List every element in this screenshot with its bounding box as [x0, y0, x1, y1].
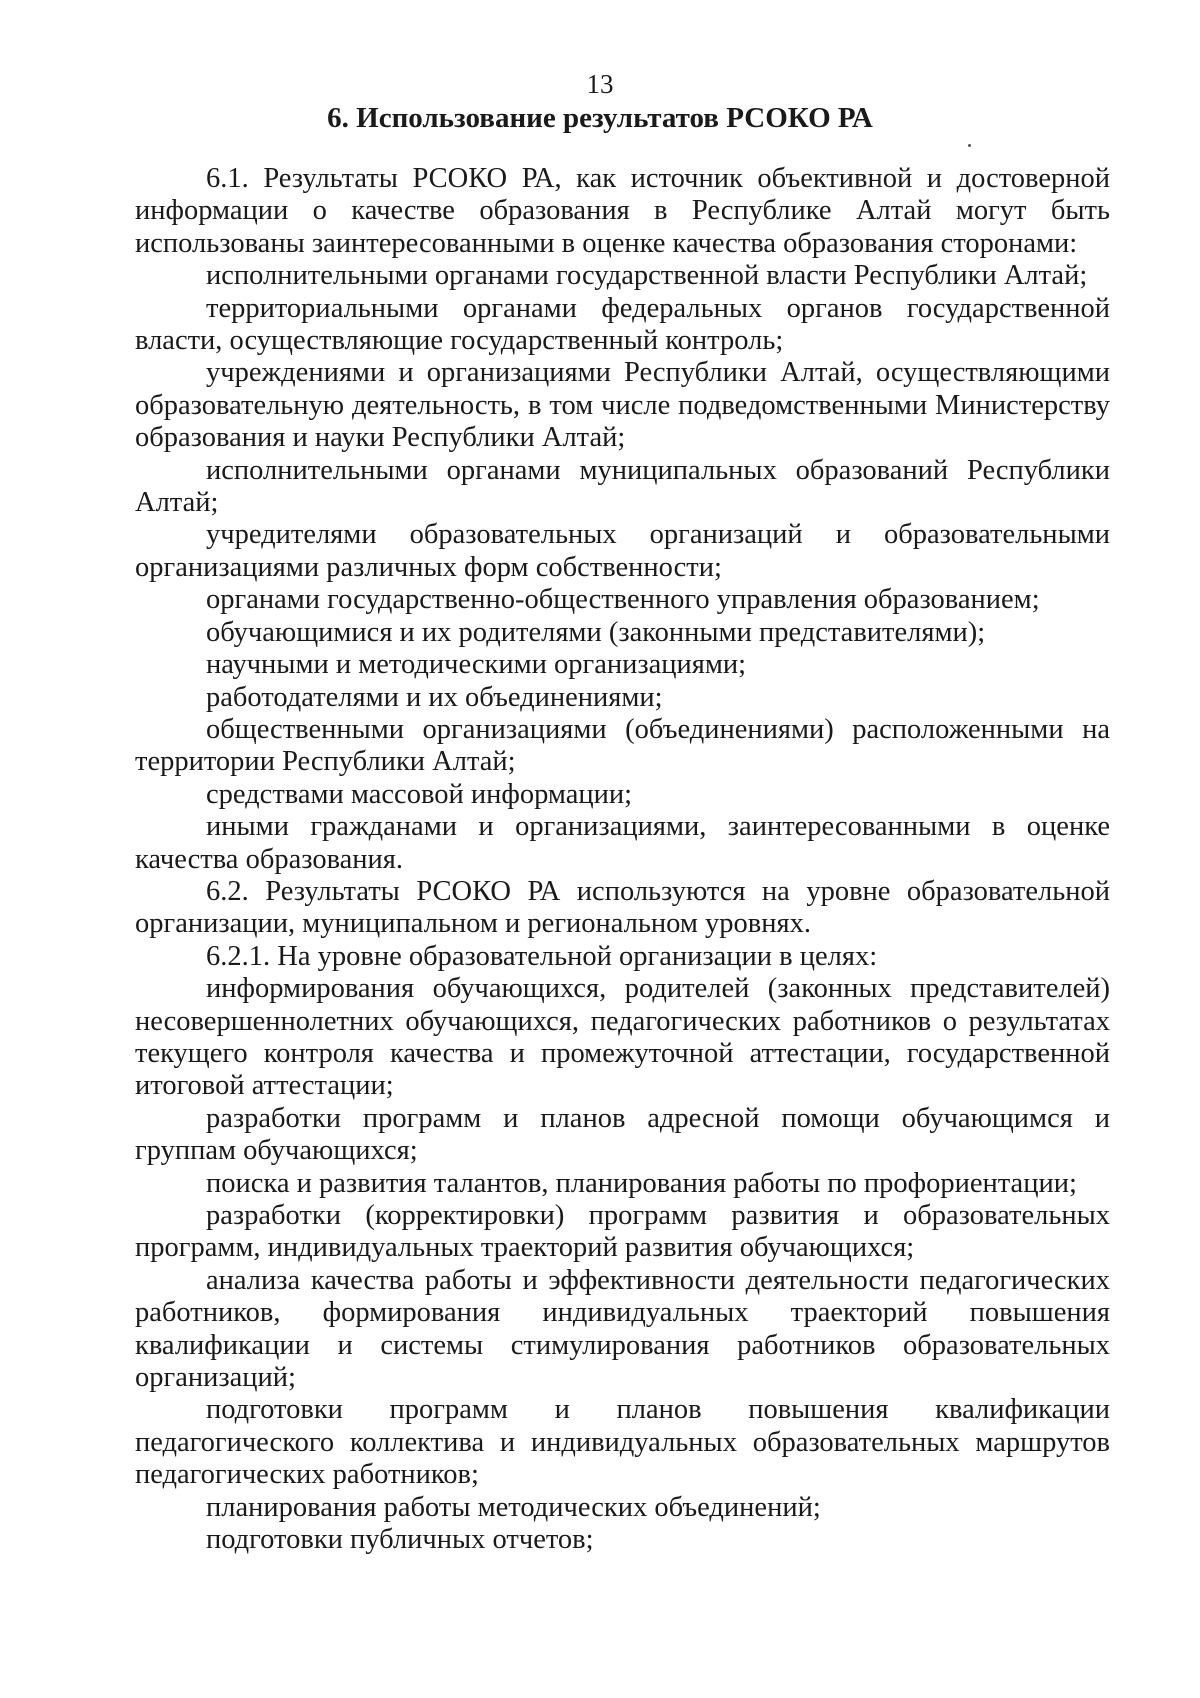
paragraph: учредителями образовательных организаций и образовательными организациями различных форм собственности; — [135, 519, 1110, 583]
paragraph: территориальными органами федеральных органов государственной власти, осуществляющие государственный контроль; — [135, 292, 1110, 357]
paragraph: 6.2.1. На уровне образовательной организации в целях: — [206, 940, 878, 972]
paragraph: исполнительными органами государственной власти Республики Алтай; — [206, 260, 1088, 292]
paragraph: анализа качества работы и эффективности деятельности педагогических работников, формирования индивидуальных траекторий повышения квалификации и системы стимулирования работников образовательных организаций; — [135, 1264, 1110, 1394]
paragraph: органами государственно-общественного управления образованием; — [206, 584, 1040, 616]
paragraph: работодателями и их объединениями; — [206, 681, 663, 713]
paragraph: научными и методическими организациями; — [206, 649, 747, 681]
page-number: 13 — [586, 69, 614, 99]
paragraph: подготовки публичных отчетов; — [206, 1524, 594, 1556]
paragraph: иными гражданами и организациями, заинтересованными в оценке качества образования. — [135, 811, 1110, 875]
scan-speck — [968, 144, 971, 147]
paragraph: 6.1. Результаты РСОКО РА, как источник объективной и достоверной информации о качестве образования в Республике Алтай могут быть использованы заинтересованными в оценке качества образования сторонами: — [135, 163, 1110, 259]
paragraph: разработки программ и планов адресной помощи обучающимся и группам обучающихся; — [135, 1102, 1110, 1167]
paragraph: разработки (корректировки) программ развития и образовательных программ, индивидуальных траекторий развития обучающихся; — [135, 1200, 1110, 1264]
paragraph: исполнительными органами муниципальных образований Республики Алтай; — [135, 454, 1110, 519]
section-title: 6. Использование результатов РСОКО РА — [327, 102, 873, 134]
paragraph: планирования работы методических объединений; — [206, 1491, 821, 1523]
paragraph: средствами массовой информации; — [206, 778, 633, 810]
paragraph: 6.2. Результаты РСОКО РА используются на уровне образовательной организации, муниципальном и региональном уровнях. — [135, 875, 1110, 940]
document-body — [135, 163, 1110, 1556]
paragraph: учреждениями и организациями Республики Алтай, осуществляющими образовательную деятельность, в том числе подведомственными Министерству образования и науки Республики Алтай; — [135, 357, 1110, 454]
paragraph: информирования обучающихся, родителей (законных представителей) несовершеннолетних обучающихся, педагогических работников о результатах текущего контроля качества и промежуточной аттестации, государственной итоговой аттестации; — [135, 973, 1110, 1102]
paragraph: обучающимися и их родителями (законными представителями); — [206, 616, 986, 648]
paragraph: подготовки программ и планов повышения квалификации педагогического коллектива и индивидуальных образовательных маршрутов педагогических работников; — [135, 1394, 1110, 1491]
paragraph: поиска и развития талантов, планирования работы по профориентации; — [206, 1167, 1077, 1199]
paragraph: общественными организациями (объединениями) расположенными на территории Республики Алтай; — [135, 713, 1110, 778]
